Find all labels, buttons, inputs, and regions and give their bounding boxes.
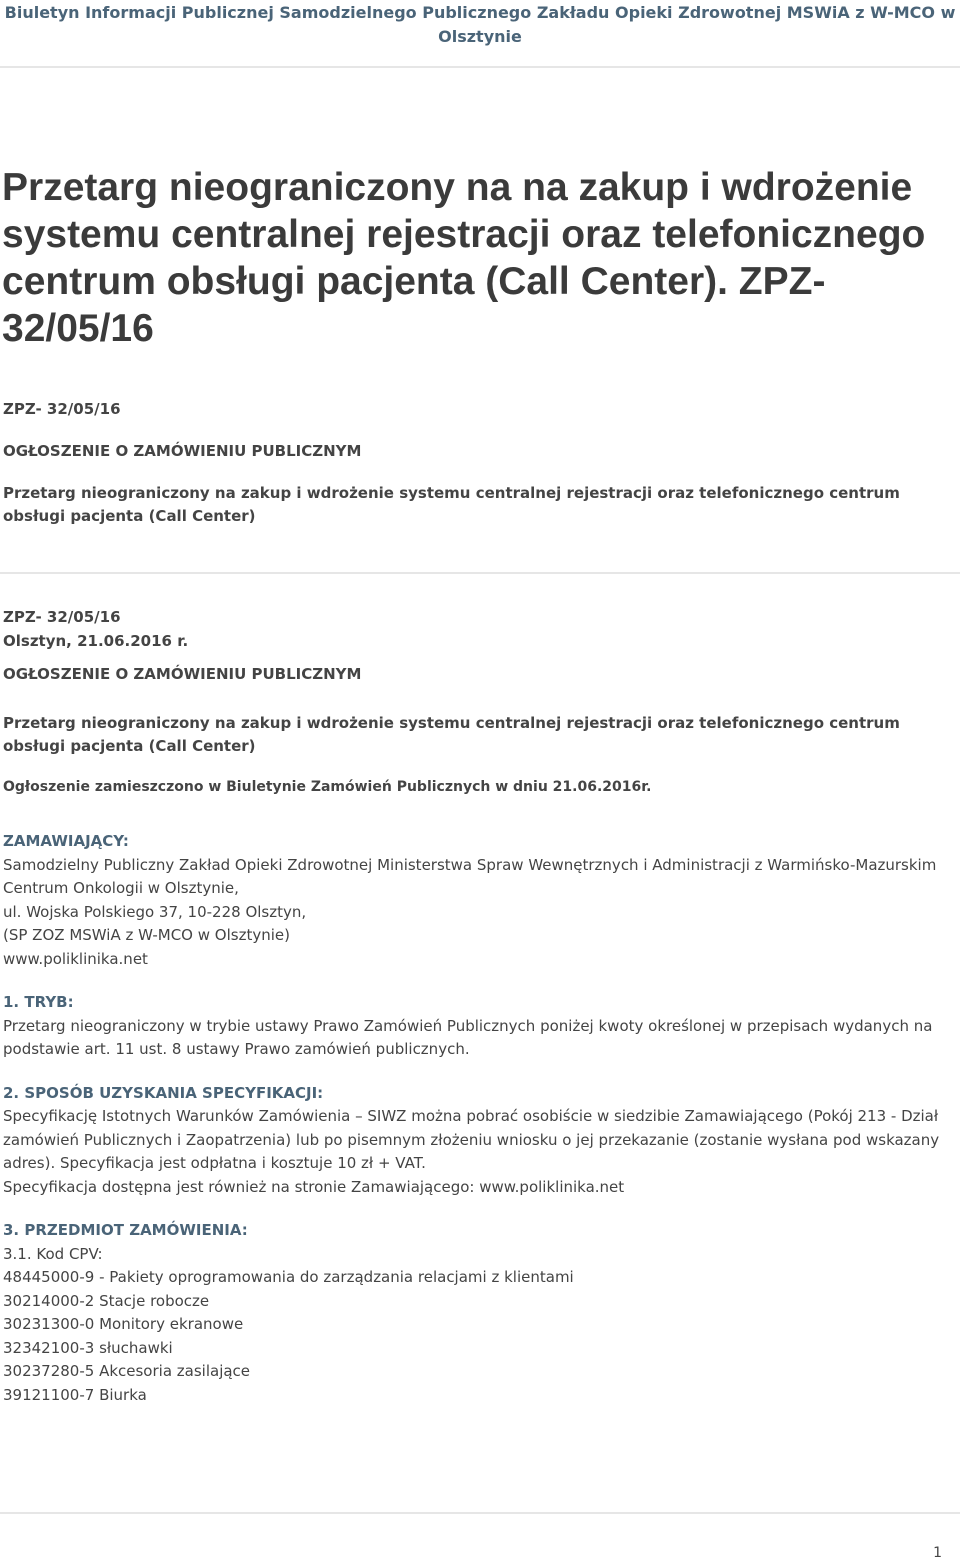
cpv-item: 30237280-5 Akcesoria zasilające xyxy=(3,1362,251,1380)
published-note: Ogłoszenie zamieszczono w Biuletynie Zamówień Publicznych w dniu 21.06.2016r. xyxy=(3,778,652,795)
divider xyxy=(0,1512,960,1514)
mode-text: Przetarg nieograniczony w trybie ustawy Prawo Zamówień Publicznych poniżej kwoty określonej w przepisach wydanych na podstawie art. 11 ust. 8 ustawy Prawo zamówień publicznych. xyxy=(3,1016,933,1058)
contracting-label: ZAMAWIAJĄCY: xyxy=(3,832,129,850)
mode-label: 1. TRYB: xyxy=(3,993,74,1011)
spec-label xyxy=(3,1082,953,1106)
summary-subject: Przetarg nieograniczony na zakup i wdrożenie systemu centralnej rejestracji oraz telefonicznego centrum obsługi pacjenta (Call Center) xyxy=(3,484,900,525)
body-subject: Przetarg nieograniczony na zakup i wdrożenie systemu centralnej rejestracji oraz telefonicznego centrum obsługi pacjenta (Call Center) xyxy=(3,713,900,755)
page-number: 1 xyxy=(933,1545,942,1561)
spec-label-number: 2. xyxy=(3,1083,25,1102)
cpv-item: 30214000-2 Stacje robocze xyxy=(3,1291,210,1310)
article-title: Przetarg nieograniczony na na zakup i wdrożenie systemu centralnej rejestracji oraz telefonicznego centrum obsługi pacjenta (Call Center). ZPZ-32/05/16 xyxy=(2,166,926,350)
cpv-item: 48445000-9 - Pakiety oprogramowania do zarządzania relacjami z klientami xyxy=(3,1268,574,1286)
cpv-item: 30231300-0 Monitory ekranowe xyxy=(3,1315,244,1333)
body-ref: ZPZ- 32/05/16 xyxy=(3,608,121,626)
body-heading: OGŁOSZENIE O ZAMÓWIENIU PUBLICZNYM xyxy=(3,665,362,683)
site-title: Biuletyn Informacji Publicznej Samodzielnego Publicznego Zakładu Opieki Zdrowotnej MSWiA z W-MCO w Olsztynie xyxy=(4,3,956,46)
cpv-label: 3.1. Kod CPV: xyxy=(3,1244,103,1263)
contracting-authority xyxy=(3,830,953,971)
summary-heading: OGŁOSZENIE O ZAMÓWIENIU PUBLICZNYM xyxy=(3,442,362,460)
article-summary xyxy=(3,398,953,528)
cpv-item: 32342100-3 słuchawki xyxy=(3,1338,173,1357)
contracting-line-3: (SP ZOZ MSWiA z W-MCO w Olsztynie) xyxy=(3,926,290,944)
contracting-website: www.poliklinika.net xyxy=(3,949,148,968)
place-date: Olsztyn, 21.06.2016 r. xyxy=(3,631,189,650)
summary-ref: ZPZ- 32/05/16 xyxy=(3,400,121,418)
subject-label: 3. PRZEDMIOT ZAMÓWIENIA: xyxy=(3,1221,248,1239)
divider xyxy=(0,572,960,574)
contracting-line-1: Samodzielny Publiczny Zakład Opieki Zdrowotnej Ministerstwa Spraw Wewnętrznych i Administracji z Warmińsko-Mazurskim Centrum Onkologii w Olsztynie, xyxy=(3,855,937,897)
section-specification xyxy=(3,1082,953,1200)
spec-text-2: Specyfikacja dostępna jest również na stronie Zamawiającego: www.poliklinika.net xyxy=(3,1177,625,1196)
section-mode xyxy=(3,991,953,1062)
cpv-item: 39121100-7 Biurka xyxy=(3,1385,147,1404)
contracting-line-2: ul. Wojska Polskiego 37, 10-228 Olsztyn, xyxy=(3,902,307,921)
article-body xyxy=(3,606,953,1407)
divider xyxy=(0,66,960,68)
spec-label-text: SPOSÓB UZYSKANIA SPECYFIKACJI: xyxy=(24,1083,324,1102)
spec-text-1: Specyfikację Istotnych Warunków Zamówienia – SIWZ można pobrać osobiście w siedzibie Zamawiającego (Pokój 213 - Dział zamówień Publicznych i Zaopatrzenia) lub po pisemnym złożeniu wniosku o jej przekazanie (zostanie wysłana pod wskazany adres). Specyfikacja jest odpłatna i kosztuje 10 zł + VAT. xyxy=(3,1107,940,1172)
section-subject xyxy=(3,1219,953,1407)
